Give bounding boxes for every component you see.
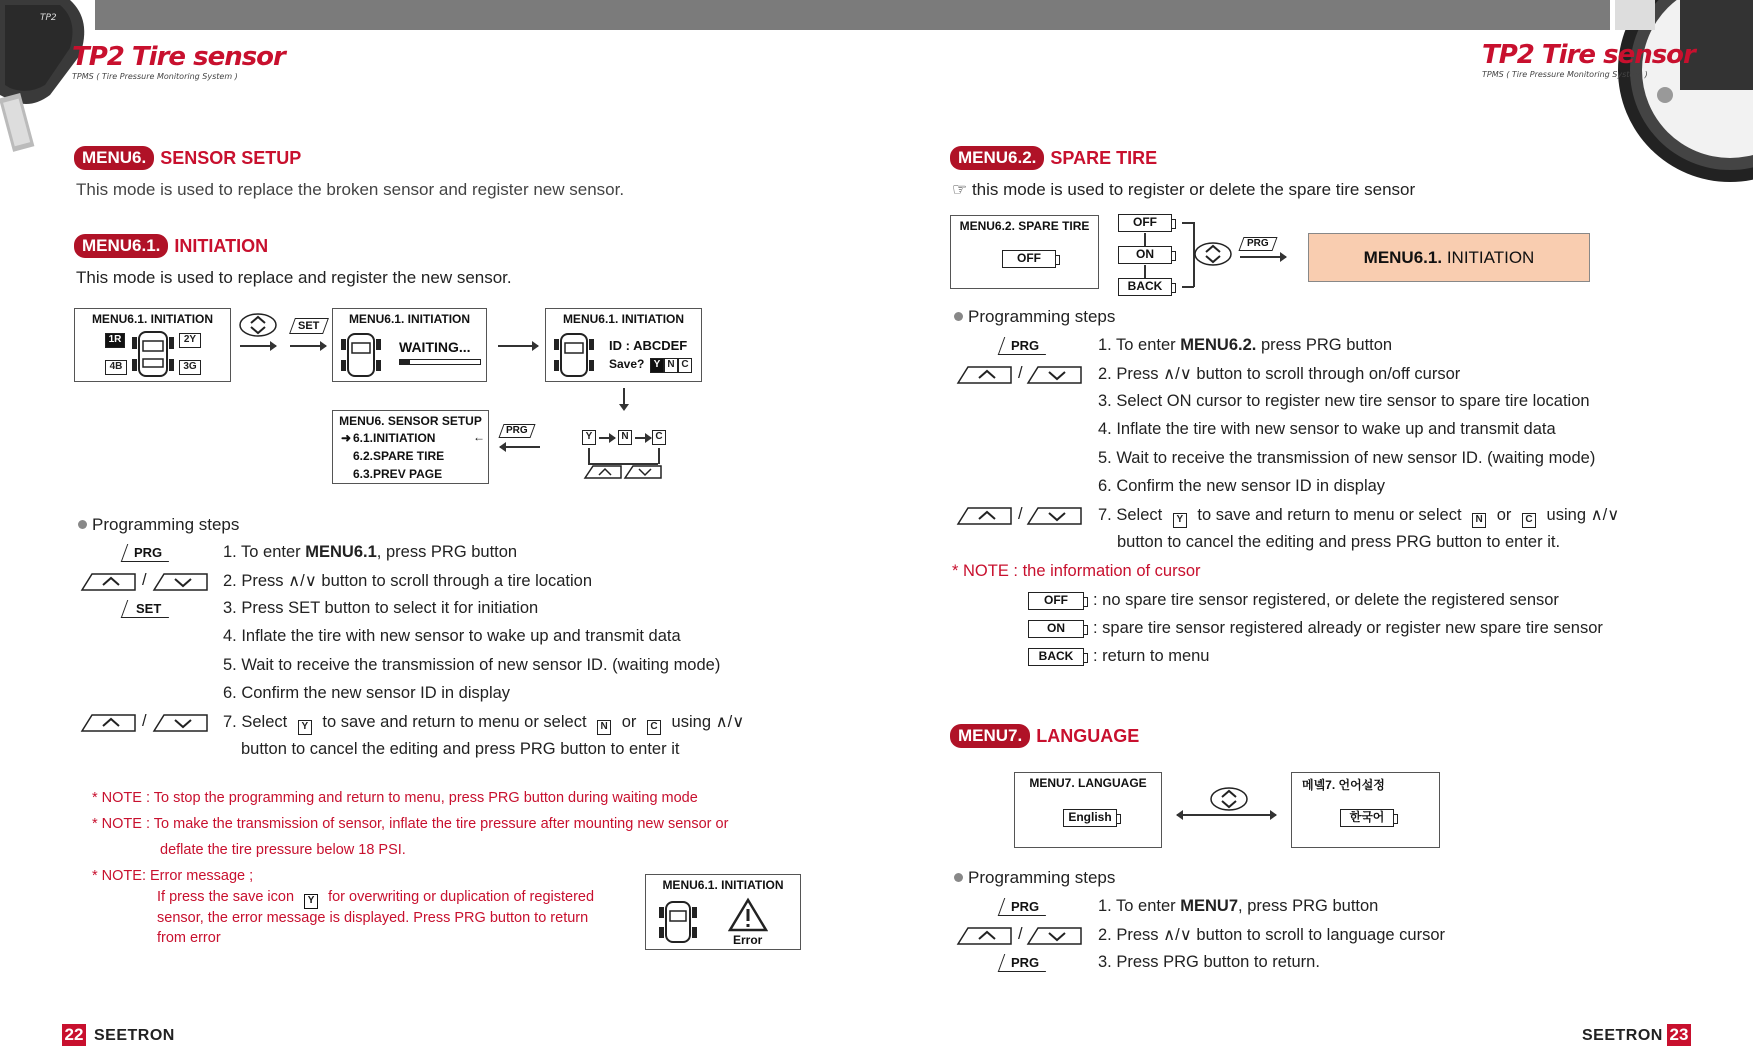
flow-key-c: C: [652, 430, 666, 445]
lcd-header: MENU6. SENSOR SETUP: [339, 414, 482, 428]
flow-line: [1144, 233, 1146, 246]
menu6-description: This mode is used to replace the broken sensor and register new sensor.: [76, 180, 625, 199]
up-key-icon: [80, 713, 140, 733]
key-n: N: [664, 358, 678, 373]
lcd-header: MENU6.1. INITIATION: [91, 312, 214, 326]
lang-step-3: 3. Press PRG button to return.: [1098, 953, 1320, 971]
save-prompt: Save?: [609, 357, 645, 371]
option-on: ON: [1118, 246, 1172, 264]
error-note-line-2: sensor, the error message is displayed. Press PRG button to return: [157, 910, 589, 926]
prg-key-icon: PRG: [498, 424, 535, 438]
target-menu61-initiation: MENU6.1. INITIATION: [1308, 233, 1590, 282]
step-2: 2. Press ∧/∨ button to scroll through a tire location: [223, 572, 593, 590]
cursor-on-key: ON: [1028, 620, 1084, 638]
tire-3g: 3G: [179, 360, 201, 375]
lang-step-2: 2. Press ∧/∨ button to scroll to language cursor: [1098, 926, 1445, 944]
n-key-icon: N: [597, 720, 611, 735]
flow-arrow: [290, 345, 326, 347]
flow-arrow: [240, 345, 276, 347]
note-3: * NOTE: Error message ;: [92, 868, 254, 884]
menu-item-prev-page: 6.3.PREV PAGE: [353, 467, 443, 481]
menu7-header: [950, 724, 1139, 748]
menu62-header: [950, 146, 1157, 170]
step-7: 7. Select Y to save and return to menu or select N or C using ∧/∨: [223, 712, 744, 735]
up-key-icon: [956, 926, 1016, 946]
lcd-error: [645, 874, 801, 950]
error-note-line-1: If press the save icon Y for overwriting or duplication of registered: [157, 889, 594, 909]
tire-1r: 1R: [105, 333, 125, 348]
flow-arrow: [635, 437, 651, 439]
menu-tag: MENU7.: [950, 724, 1030, 748]
step-6: 6. Confirm the new sensor ID in display: [223, 684, 511, 702]
up-down-keys-icon: [583, 464, 663, 480]
lcd-language-korean: [1291, 772, 1440, 848]
flow-arrow: [1240, 256, 1286, 258]
step-1: 1. To enter MENU6.1, press PRG button: [223, 543, 518, 561]
flow-line: [1182, 286, 1194, 288]
slash: /: [142, 571, 147, 589]
slash: /: [142, 712, 147, 730]
flow-line: [1144, 265, 1146, 278]
step-4: 4. Inflate the tire with new sensor to wake up and transmit data: [1098, 420, 1556, 438]
waiting-text: WAITING...: [399, 339, 471, 355]
step-5: 5. Wait to receive the transmission of new sensor ID. (waiting mode): [223, 656, 721, 674]
car-top-icon: [130, 329, 176, 379]
updown-key-icon: [238, 312, 278, 338]
step-4: 4. Inflate the tire with new sensor to wake up and transmit data: [223, 627, 681, 645]
flow-arrow: [500, 446, 540, 448]
step-2: 2. Press ∧/∨ button to scroll through on/off cursor: [1098, 365, 1461, 383]
programming-steps-label: Programming steps: [954, 307, 1115, 327]
flow-arrow: [498, 345, 538, 347]
down-key-icon: [1026, 926, 1086, 946]
lang-step-1: 1. To enter MENU7, press PRG button: [1098, 897, 1379, 915]
korean-value: 한국어: [1340, 809, 1394, 827]
updown-key-icon: [1209, 786, 1249, 812]
page-number: 23: [1667, 1024, 1691, 1046]
prg-key-icon: PRG: [998, 954, 1053, 972]
up-key-icon: [956, 365, 1016, 385]
lcd-header: MENU6.1. INITIATION: [662, 878, 784, 892]
slash: /: [1018, 364, 1023, 382]
lcd-sensor-setup-menu: [332, 410, 489, 484]
menu-item-initiation: 6.1.INITIATION: [353, 431, 436, 445]
back-arrow-icon: ←: [473, 430, 485, 444]
down-key-icon: [1026, 506, 1086, 526]
set-key-icon: SET: [289, 318, 329, 334]
progress-bar: [399, 359, 481, 365]
set-key-icon: SET: [121, 600, 176, 618]
menu62-description: ☞ this mode is used to register or delete the spare tire sensor: [952, 180, 1416, 199]
cursor-back-key: BACK: [1028, 648, 1084, 666]
flow-arrow: [1177, 814, 1227, 816]
down-key-icon: [152, 572, 212, 592]
cursor-on-desc: : spare tire sensor registered already or register new spare tire sensor: [1093, 619, 1603, 637]
lcd-header: 메녴7. 언어설정: [1302, 778, 1385, 792]
prg-key-icon: PRG: [121, 544, 176, 562]
cursor-back-desc: : return to menu: [1093, 647, 1210, 665]
down-key-icon: [152, 713, 212, 733]
menu61-header: [74, 234, 268, 258]
option-back: BACK: [1118, 278, 1172, 296]
up-key-icon: [80, 572, 140, 592]
c-key-icon: C: [647, 720, 661, 735]
logo-subtitle: TPMS ( Tire Pressure Monitoring System ): [72, 72, 238, 81]
step-1: 1. To enter MENU6.2. press PRG button: [1098, 336, 1393, 354]
brand-name: SEETRON: [94, 1027, 175, 1044]
prg-key-icon: PRG: [998, 337, 1053, 355]
section-title: INITIATION: [174, 235, 269, 256]
logo-left: [72, 42, 285, 81]
key-c: C: [678, 358, 692, 373]
prg-key-icon: PRG: [1238, 237, 1277, 251]
y-key-icon: Y: [298, 720, 312, 735]
english-value: English: [1063, 809, 1117, 827]
top-bar: [0, 0, 1753, 30]
logo-title: TP2 Tire sensor: [1482, 40, 1695, 70]
menu-tag: MENU6.2.: [950, 146, 1044, 170]
down-key-icon: [1026, 365, 1086, 385]
car-top-icon: [552, 331, 596, 379]
logo-right: [1482, 40, 1695, 79]
lcd-header: MENU6.1. INITIATION: [348, 312, 471, 326]
programming-steps-label: Programming steps: [954, 868, 1115, 888]
page-number: 22: [62, 1024, 86, 1046]
y-key-icon: Y: [1173, 513, 1187, 528]
car-top-icon: [658, 899, 698, 945]
note-1: * NOTE : To stop the programming and return to menu, press PRG button during waiting mode: [92, 790, 698, 806]
flow-key-y: Y: [582, 430, 596, 445]
cursor-off-key: OFF: [1028, 592, 1084, 610]
step-6: 6. Confirm the new sensor ID in display: [1098, 477, 1386, 495]
cursor-off-desc: : no spare tire sensor registered, or delete the registered sensor: [1093, 591, 1559, 609]
key-y: Y: [650, 358, 664, 373]
lcd-header: MENU6.1. INITIATION: [562, 312, 685, 326]
slash: /: [1018, 505, 1023, 523]
up-key-icon: [956, 506, 1016, 526]
tire-2y: 2Y: [179, 333, 201, 348]
step-5: 5. Wait to receive the transmission of new sensor ID. (waiting mode): [1098, 449, 1596, 467]
sensor-id-text: ID : ABCDEF: [609, 338, 688, 353]
section-title: SENSOR SETUP: [160, 147, 302, 168]
step-3: 3. Press SET button to select it for initiation: [223, 599, 539, 617]
logo-subtitle: TPMS ( Tire Pressure Monitoring System ): [1482, 70, 1648, 79]
logo-title: TP2 Tire sensor: [72, 42, 285, 72]
cursor-note: * NOTE : the information of cursor: [952, 562, 1201, 580]
y-key-icon: Y: [304, 894, 318, 909]
note-2: * NOTE : To make the transmission of sensor, inflate the tire pressure after mounting new sensor or: [92, 816, 729, 832]
lcd-sensor-id: [545, 308, 702, 382]
n-key-icon: N: [1472, 513, 1486, 528]
flow-arrow: [1226, 814, 1276, 816]
slash: /: [1018, 925, 1023, 943]
prg-key-icon: PRG: [998, 898, 1053, 916]
step-7: 7. Select Y to save and return to menu or select N or C using ∧/∨: [1098, 505, 1619, 528]
sensor-label: TP2: [40, 13, 57, 23]
lcd-initiation-tires: [74, 308, 231, 382]
programming-steps-label: Programming steps: [78, 515, 239, 535]
step-7-continued: button to cancel the editing and press PRG button to enter it: [241, 740, 680, 758]
flow-line: [588, 448, 590, 464]
updown-key-icon: [1193, 241, 1233, 267]
car-top-icon: [339, 331, 383, 379]
flow-key-n: N: [618, 430, 632, 445]
step-7-continued: button to cancel the editing and press PRG button to enter it.: [1117, 533, 1561, 551]
menu-tag: MENU6.: [74, 146, 154, 170]
lcd-header: MENU7. LANGUAGE: [1029, 776, 1147, 790]
lcd-header: MENU6.2. SPARE TIRE: [959, 219, 1090, 233]
off-value: OFF: [1002, 250, 1056, 268]
lcd-waiting: [332, 308, 487, 382]
c-key-icon: C: [1522, 513, 1536, 528]
note-2-continued: deflate the tire pressure below 18 PSI.: [160, 842, 406, 858]
menu-cursor: ➜: [341, 431, 352, 445]
menu61-description: This mode is used to replace and register the new sensor.: [76, 268, 512, 287]
menu-tag: MENU6.1.: [74, 234, 168, 258]
brand-name: SEETRON: [1582, 1027, 1663, 1044]
lcd-spare-tire: [950, 215, 1099, 289]
error-label: Error: [733, 933, 763, 947]
tire-4b: 4B: [105, 360, 127, 375]
option-off: OFF: [1118, 214, 1172, 232]
section-title: SPARE TIRE: [1050, 147, 1158, 168]
step-3: 3. Select ON cursor to register new tire sensor to spare tire location: [1098, 392, 1590, 410]
lcd-language-english: [1014, 772, 1162, 848]
flow-line: [658, 448, 660, 464]
flow-arrow: [599, 437, 615, 439]
section-title: LANGUAGE: [1036, 725, 1140, 746]
warning-icon: [728, 897, 768, 933]
error-note-line-3: from error: [157, 930, 221, 946]
gauge-device-photo: [1610, 0, 1753, 185]
menu6-header: [74, 146, 301, 170]
arrowhead: [619, 404, 629, 411]
menu-item-spare-tire: 6.2.SPARE TIRE: [353, 449, 445, 463]
